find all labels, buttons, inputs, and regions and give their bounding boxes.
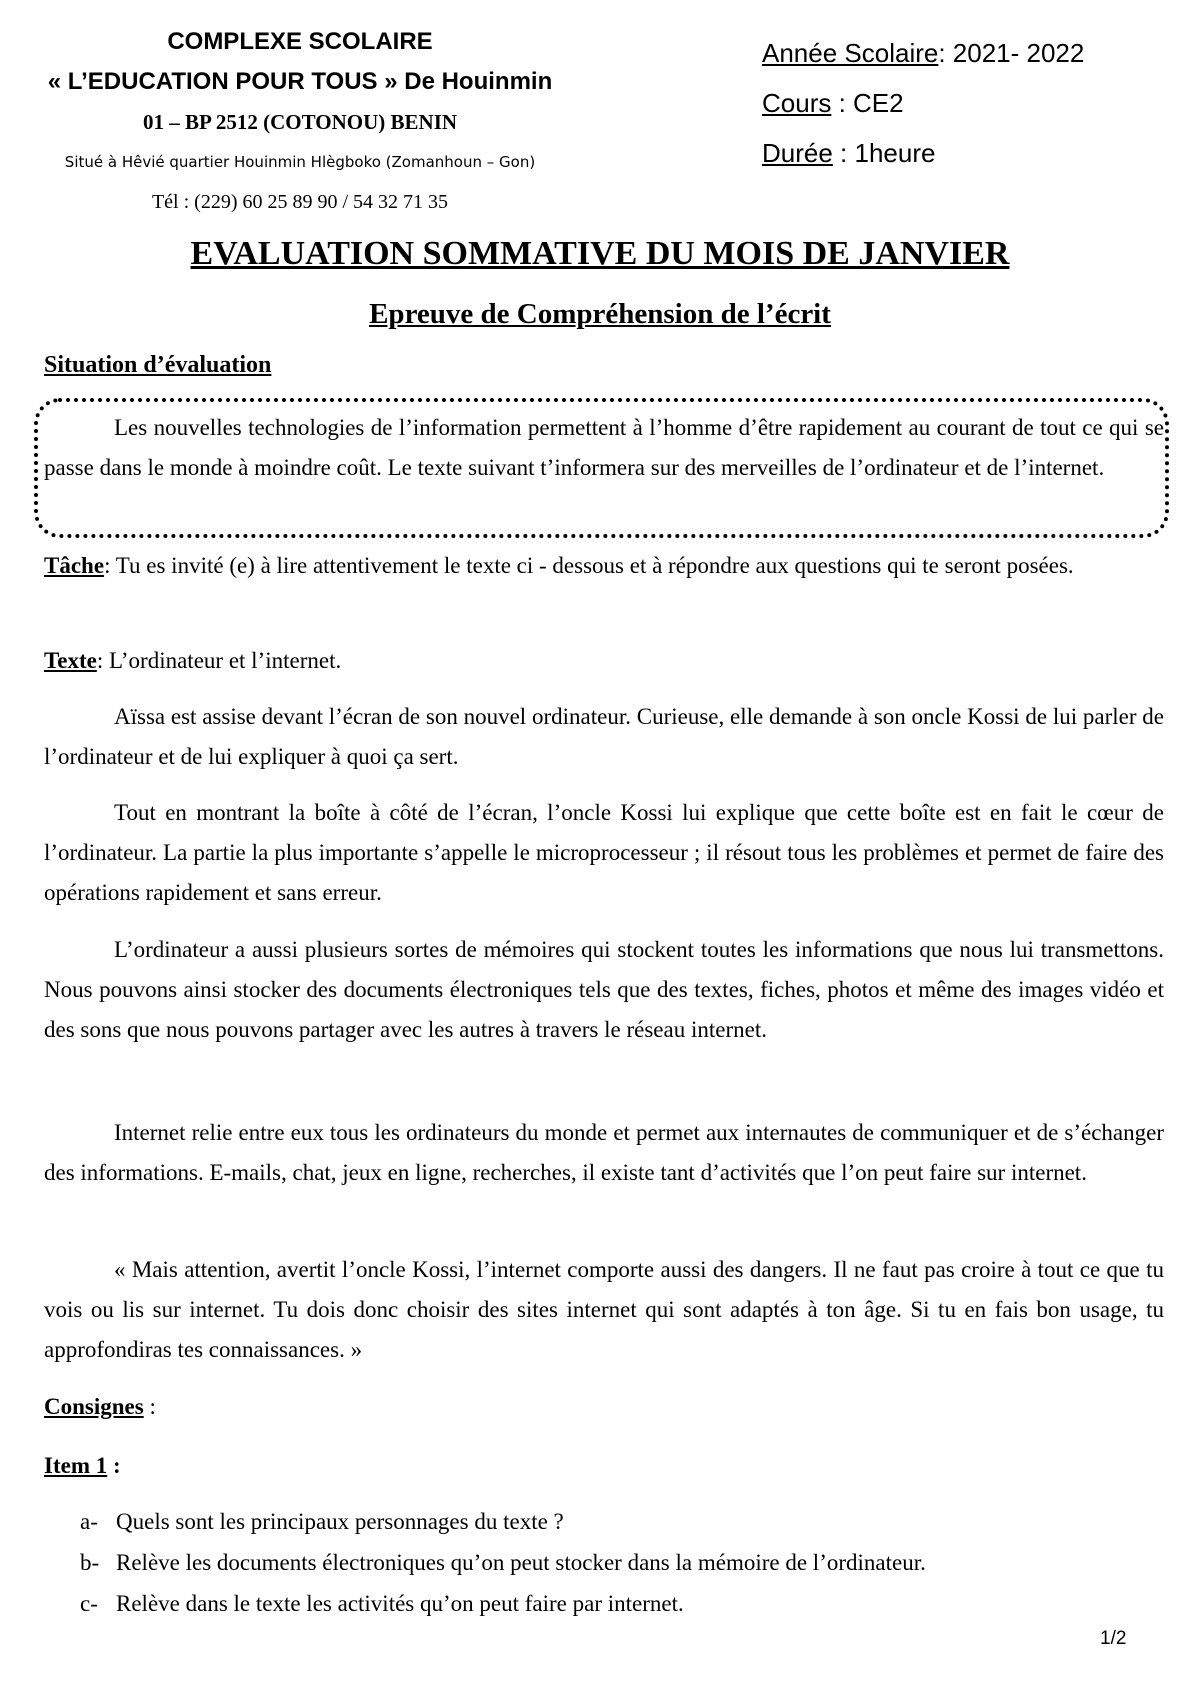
text-title: Texte: L’ordinateur et l’internet. [44, 648, 342, 673]
school-bp: 01 – BP 2512 (COTONOU) BENIN [142, 110, 458, 134]
text-paragraph: Aïssa est assise devant l’écran de son nouvel ordinateur. Curieuse, elle demande à son oncle Kossi de lui parler de l’ordinateur et de lui expliquer à quoi ça sert. [44, 704, 1164, 769]
question-c: c- Relève dans le texte les activités qu’on peut faire par internet. [80, 1591, 684, 1616]
text-paragraph: L’ordinateur a aussi plusieurs sortes de mémoires qui stockent toutes les informations que nous lui transmettons. Nous pouvons ainsi stocker des documents électroniques tels que des textes, fiches, photos et même des images vidéo et des sons que nous pouvons partager avec les autres à travers le réseau internet. [44, 937, 1164, 1042]
item1-heading: Item 1 : [44, 1453, 121, 1478]
school-header [40, 22, 560, 222]
school-address: Situé à Hêvié quartier Houinmin Hlègboko (Zomanhoun – Gon) [64, 153, 536, 171]
duration: Durée : 1heure [762, 138, 936, 168]
course: Cours : CE2 [762, 88, 904, 118]
consignes-heading: Consignes : [44, 1394, 156, 1419]
school-name: COMPLEXE SCOLAIRE [167, 28, 433, 55]
exam-meta [762, 28, 1084, 178]
question-b: b- Relève les documents électroniques qu’on peut stocker dans la mémoire de l’ordinateur. [80, 1550, 926, 1575]
school-year: Année Scolaire: 2021- 2022 [762, 38, 1085, 68]
task: Tâche: Tu es invité (e) à lire attentivement le texte ci - dessous et à répondre aux questions qui te seront posées. [44, 553, 1074, 578]
page-subtitle: Epreuve de Compréhension de l’écrit [369, 298, 831, 330]
school-tagline: « L’EDUCATION POUR TOUS » De Houinmin [47, 68, 553, 95]
text-paragraph: Tout en montrant la boîte à côté de l’écran, l’oncle Kossi lui explique que cette boîte est en fait le cœur de l’ordinateur. La partie la plus importante s’appelle le microprocesseur ; il résout tous les problèmes et permet de faire des opérations rapidement et sans erreur. [44, 800, 1164, 905]
school-phone: Tél : (229) 60 25 89 90 / 54 32 71 35 [151, 191, 449, 213]
question-a: a- Quels sont les principaux personnages du texte ? [80, 1509, 564, 1534]
text-paragraph: « Mais attention, avertit l’oncle Kossi, l’internet comporte aussi des dangers. Il ne faut pas croire à tout ce que tu vois ou lis sur internet. Tu dois donc choisir des sites internet qui sont adaptés à ton âge. Si tu en fais bon usage, tu approfondiras tes connaissances. » [44, 1257, 1164, 1362]
situation-text: Les nouvelles technologies de l’information permettent à l’homme d’être rapidement au courant de tout ce qui se passe dans le monde à moindre coût. Le texte suivant t’informera sur des merveilles de l’ordinateur et de l’internet. [44, 415, 1164, 480]
page-title: EVALUATION SOMMATIVE DU MOIS DE JANVIER [190, 235, 1010, 272]
situation-heading: Situation d’évaluation [44, 352, 272, 378]
text-paragraph: Internet relie entre eux tous les ordinateurs du monde et permet aux internautes de communiquer et de s’échanger des informations. E-mails, chat, jeux en ligne, recherches, il existe tant d’activités que l’on peut faire sur internet. [44, 1120, 1164, 1185]
page-number: 1/2 [1100, 1628, 1127, 1649]
